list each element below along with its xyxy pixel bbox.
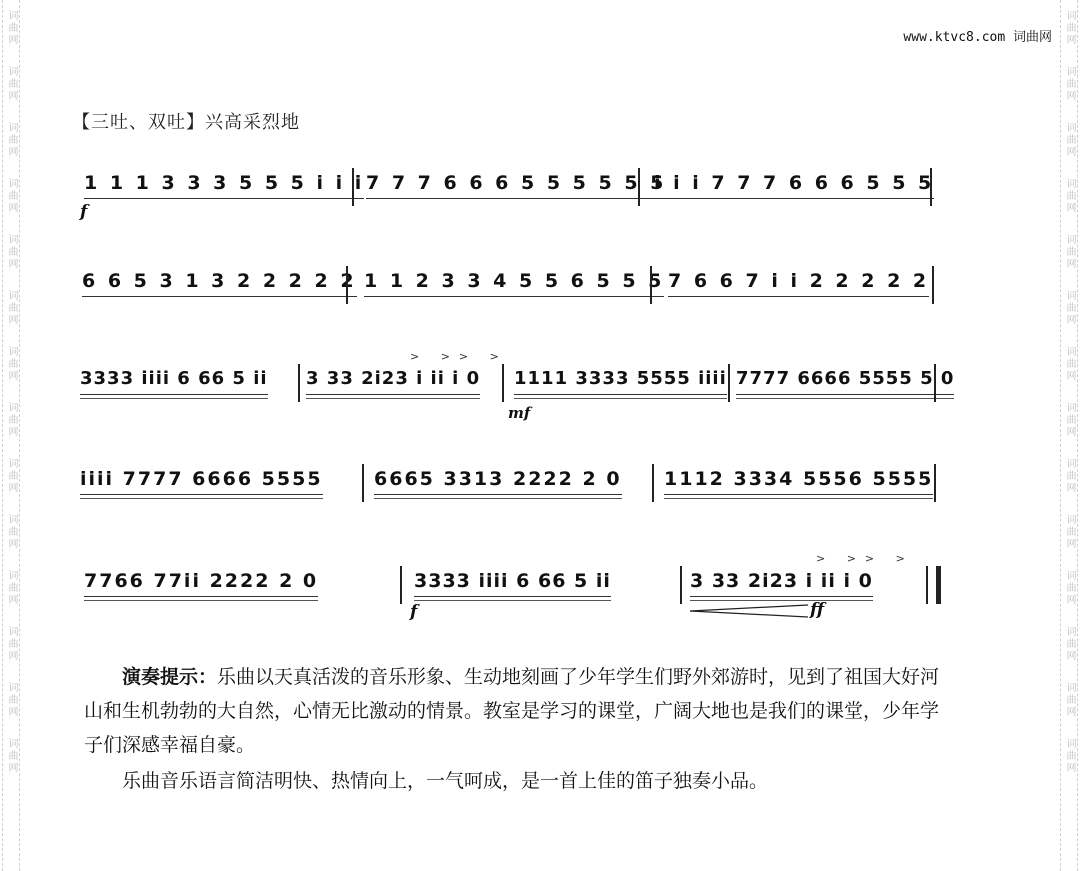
measure-notes: iiii 7777 6666 5555 [80,468,323,490]
watermark-text: 词曲网 [1064,66,1075,102]
dynamic-marking: mf [508,404,531,422]
barline [298,364,300,402]
watermark-text: 词曲网 [6,402,17,438]
watermark-text: 词曲网 [1064,682,1075,718]
watermark-text: 词曲网 [1064,458,1075,494]
barline [352,168,354,206]
staff-3 [0,350,1080,436]
measure-notes: 3 33 2i23 i ii i 0 [690,570,873,592]
barline [362,464,364,502]
barline [650,266,652,304]
watermark-text: 词曲网 [6,346,17,382]
measure-notes: 6665 3313 2222 2 0 [374,468,622,490]
watermark-text: 词曲网 [1064,738,1075,774]
measure [80,356,268,402]
measure-notes: 1 1 1 3 3 3 5 5 5 i i i [84,172,365,194]
watermark-text: 词曲网 [1064,402,1075,438]
performance-notes [84,660,956,798]
measure [668,258,929,304]
notes-paragraph-1 [84,660,956,762]
watermark-text: 词曲网 [6,66,17,102]
barline [638,168,640,206]
watermark-text: 词曲网 [1064,234,1075,270]
measure [374,456,622,502]
watermark-text: 词曲网 [1064,122,1075,158]
barline [934,364,936,402]
watermark-text: 词曲网 [1064,514,1075,550]
measure-notes: 3333 iiii 6 66 5 ii [414,570,611,592]
measure [80,456,323,502]
measure-notes: 3 33 2i23 i ii i 0 [306,368,481,389]
watermark-text: 词曲网 [6,178,17,214]
watermark-text: 词曲网 [6,738,17,774]
watermark-text: 词曲网 [6,570,17,606]
watermark-text: 词曲网 [6,10,17,46]
watermark-text: 词曲网 [1064,346,1075,382]
watermark-text: 词曲网 [1064,290,1075,326]
barline [680,566,682,604]
measure-notes: 7 6 6 7 i i 2 2 2 2 2 [668,270,930,292]
watermark-text: 词曲网 [6,234,17,270]
measure-notes: 7 7 7 6 6 6 5 5 5 5 5 5 [366,172,667,194]
notes-lead: 演奏提示： [122,666,218,688]
watermark-text: 词曲网 [1064,178,1075,214]
watermark-text: 词曲网 [6,458,17,494]
staff-2 [0,258,1080,338]
dynamic-marking: f [410,602,418,622]
barline [932,266,934,304]
barline [502,364,504,402]
measure-notes: 1112 3334 5556 5555 [664,468,934,490]
measure [690,558,873,604]
measure [366,160,666,206]
measure [82,258,357,304]
barline [400,566,402,604]
watermark-text: 词曲网 [6,626,17,662]
watermark-text: 词曲网 [6,290,17,326]
watermark-text: 词曲网 [6,122,17,158]
barline [652,464,654,502]
accent-marks: > >> > [816,552,914,565]
staff-5 [0,552,1080,638]
barline [728,364,730,402]
barline [930,168,932,206]
watermark-text: 词曲网 [6,682,17,718]
watermark-text: 词曲网 [1064,10,1075,46]
measure-notes: 7777 6666 5555 5 0 [736,368,955,389]
site-watermark: www.ktvc8.com 词曲网 [903,30,1052,45]
measure [306,356,480,402]
measure [736,356,954,402]
measure [364,258,664,304]
crescendo-hairpin [690,604,810,618]
tempo-marking: 【三吐、双吐】兴高采烈地 [72,112,300,133]
notes-paragraph-2: 乐曲音乐语言简洁明快、热情向上，一气呵成，是一首上佳的笛子独奏小品。 [122,770,769,792]
staff-1 [0,160,1080,240]
barline [346,266,348,304]
measure-notes: 3333 iiii 6 66 5 ii [80,368,268,389]
notes-text-1: 乐曲以天真活泼的音乐形象、生动地刻画了少年学生们野外郊游时，见到了祖国大好河山和生机勃勃的大自然，心情无比激动的情景。教室是学习的课堂，广阔大地也是我们的课堂，少年学子们深感幸福自豪。 [84,666,940,756]
measure [654,160,934,206]
accent-marks: > >> > [410,350,508,363]
dynamic-marking: f [80,202,88,222]
measure [84,558,318,604]
measure-notes: 7766 77ii 2222 2 0 [84,570,319,592]
dynamic-marking: ff [810,600,825,620]
measure [514,356,727,402]
measure [664,456,933,502]
measure-notes: 6 6 5 3 1 3 2 2 2 2 2 [82,270,357,292]
measure-notes: 1111 3333 5555 iiii [514,368,727,389]
watermark-text: 词曲网 [1064,626,1075,662]
measure-notes: 1 1 2 3 3 4 5 5 6 5 5 5 [364,270,665,292]
barline [934,464,936,502]
watermark-text: 词曲网 [6,514,17,550]
measure-notes: i i i 7 7 7 6 6 6 5 5 5 [654,172,935,194]
staff-4 [0,456,1080,536]
final-barline [926,566,941,604]
watermark-text: 词曲网 [1064,570,1075,606]
measure [414,558,611,604]
measure [84,160,364,206]
